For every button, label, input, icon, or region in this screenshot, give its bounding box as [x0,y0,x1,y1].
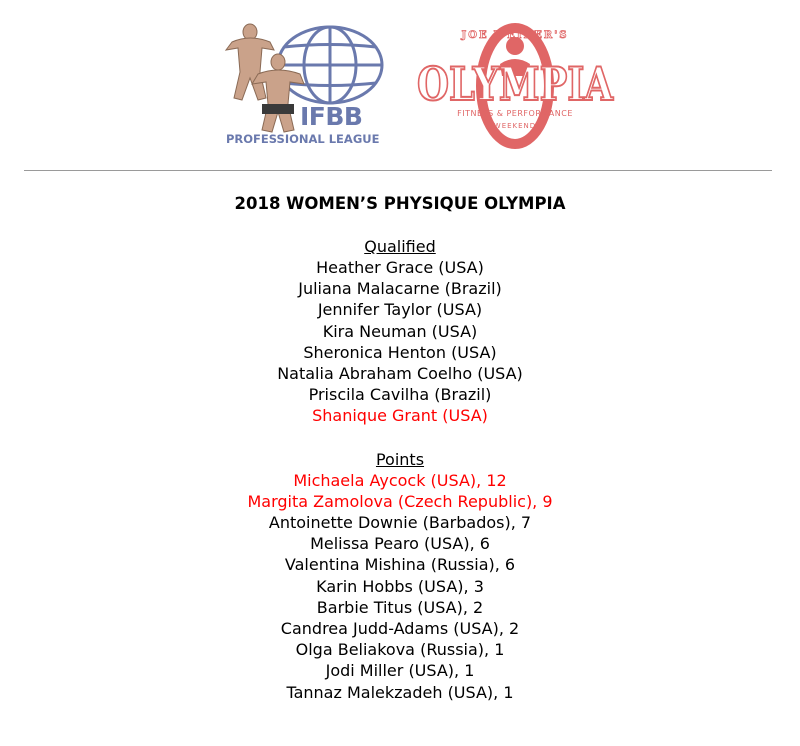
list-item-highlighted: Margita Zamolova (Czech Republic), 9 [247,491,553,511]
list-item: Melissa Pearo (USA), 6 [310,534,490,554]
list-item: Tannaz Malekzadeh (USA), 1 [286,682,514,702]
list-item: Candrea Judd-Adams (USA), 2 [280,619,520,639]
list-item: Juliana Malacarne (Brazil) [298,279,502,299]
list-item: Sheronica Henton (USA) [303,342,497,362]
list-item: Olga Beliakova (Russia), 1 [295,640,505,660]
list-item: Antoinette Downie (Barbados), 7 [268,513,532,533]
list-item: Karin Hobbs (USA), 3 [316,576,484,596]
list-item: Heather Grace (USA) [316,258,484,277]
list-item: Kira Neuman (USA) [322,321,478,341]
olympia-sub-text: FITNESS & PERFORMANCE [457,109,573,118]
section-spacer [0,427,800,449]
list-item-highlighted: Michaela Aycock (USA), 12 [293,470,507,490]
list-item: Natalia Abraham Coelho (USA) [277,364,523,384]
olympia-logo [412,24,618,148]
header-divider [24,170,772,171]
olympia-bottom-text: WEEKEND [493,122,537,130]
section-heading-points: Points [375,449,425,469]
logo-banner [0,14,800,144]
list-item: Barbie Titus (USA), 2 [316,597,484,617]
olympia-top-text: JOE WEIDER'S [461,30,569,41]
points-section [0,449,800,703]
ifbb-large-text: IFBB [300,102,363,131]
section-heading-qualified: Qualified [364,237,436,256]
olympia-main-text: OLYMPIA [417,57,615,111]
list-item: Priscila Cavilha (Brazil) [308,385,492,405]
list-item: Valentina Mishina (Russia), 6 [284,555,516,575]
list-item: Jennifer Taylor (USA) [317,300,483,320]
qualified-section [0,236,800,427]
page-title: 2018 WOMEN’S PHYSIQUE OLYMPIA [234,194,566,213]
list-item: Jodi Miller (USA), 1 [325,661,475,681]
globe-icon [278,27,382,103]
list-item-highlighted: Shanique Grant (USA) [312,406,488,426]
results-document [0,193,800,703]
ifbb-small-text: PROFESSIONAL LEAGUE [226,132,380,146]
